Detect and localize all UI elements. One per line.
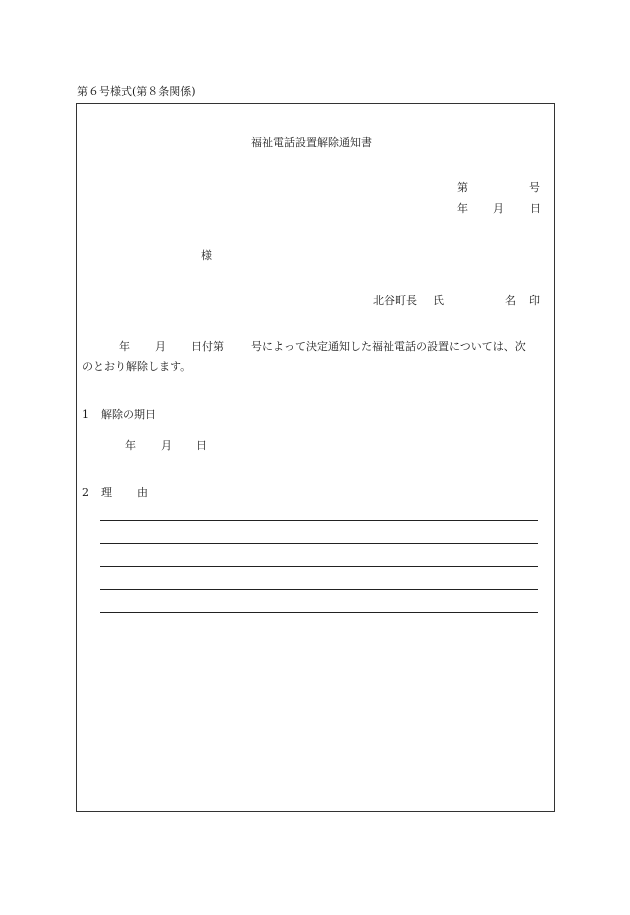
document-title: 福祉電話設置解除通知書 xyxy=(251,136,372,149)
body-text-line1: 号によって決定通知した福祉電話の設置については、次 xyxy=(251,340,526,353)
reason-line[interactable] xyxy=(100,520,538,521)
sender-name-mei: 名 xyxy=(505,294,516,307)
date-month-label: 月 xyxy=(493,202,504,215)
body-month-label: 月 xyxy=(155,340,166,353)
reason-line[interactable] xyxy=(100,566,538,567)
sender-title: 北谷町長 xyxy=(373,294,417,307)
number-suffix: 号 xyxy=(529,181,540,194)
sender-name-shi: 氏 xyxy=(433,294,444,307)
addressee-honorific: 様 xyxy=(201,249,212,262)
item2-label-part2: 由 xyxy=(137,486,148,499)
item2-number: 2 xyxy=(82,486,89,499)
reason-line[interactable] xyxy=(100,543,538,544)
item1-day-label: 日 xyxy=(196,439,207,452)
item1-number: 1 xyxy=(82,408,89,421)
body-year-label: 年 xyxy=(119,340,130,353)
form-frame xyxy=(76,103,555,812)
item1-month-label: 月 xyxy=(161,439,172,452)
sender-seal: 印 xyxy=(529,294,540,307)
item1-label: 解除の期日 xyxy=(101,408,156,421)
reason-line[interactable] xyxy=(100,589,538,590)
item1-year-label: 年 xyxy=(125,439,136,452)
date-year-label: 年 xyxy=(457,202,468,215)
form-label: 第６号様式(第８条関係) xyxy=(77,85,196,98)
reason-line[interactable] xyxy=(100,612,538,613)
date-day-label: 日 xyxy=(530,202,541,215)
number-prefix: 第 xyxy=(457,181,468,194)
item2-label-part1: 理 xyxy=(101,486,112,499)
body-day-number-label: 日付第 xyxy=(191,340,224,353)
body-text-line2: のとおり解除します。 xyxy=(82,360,192,373)
